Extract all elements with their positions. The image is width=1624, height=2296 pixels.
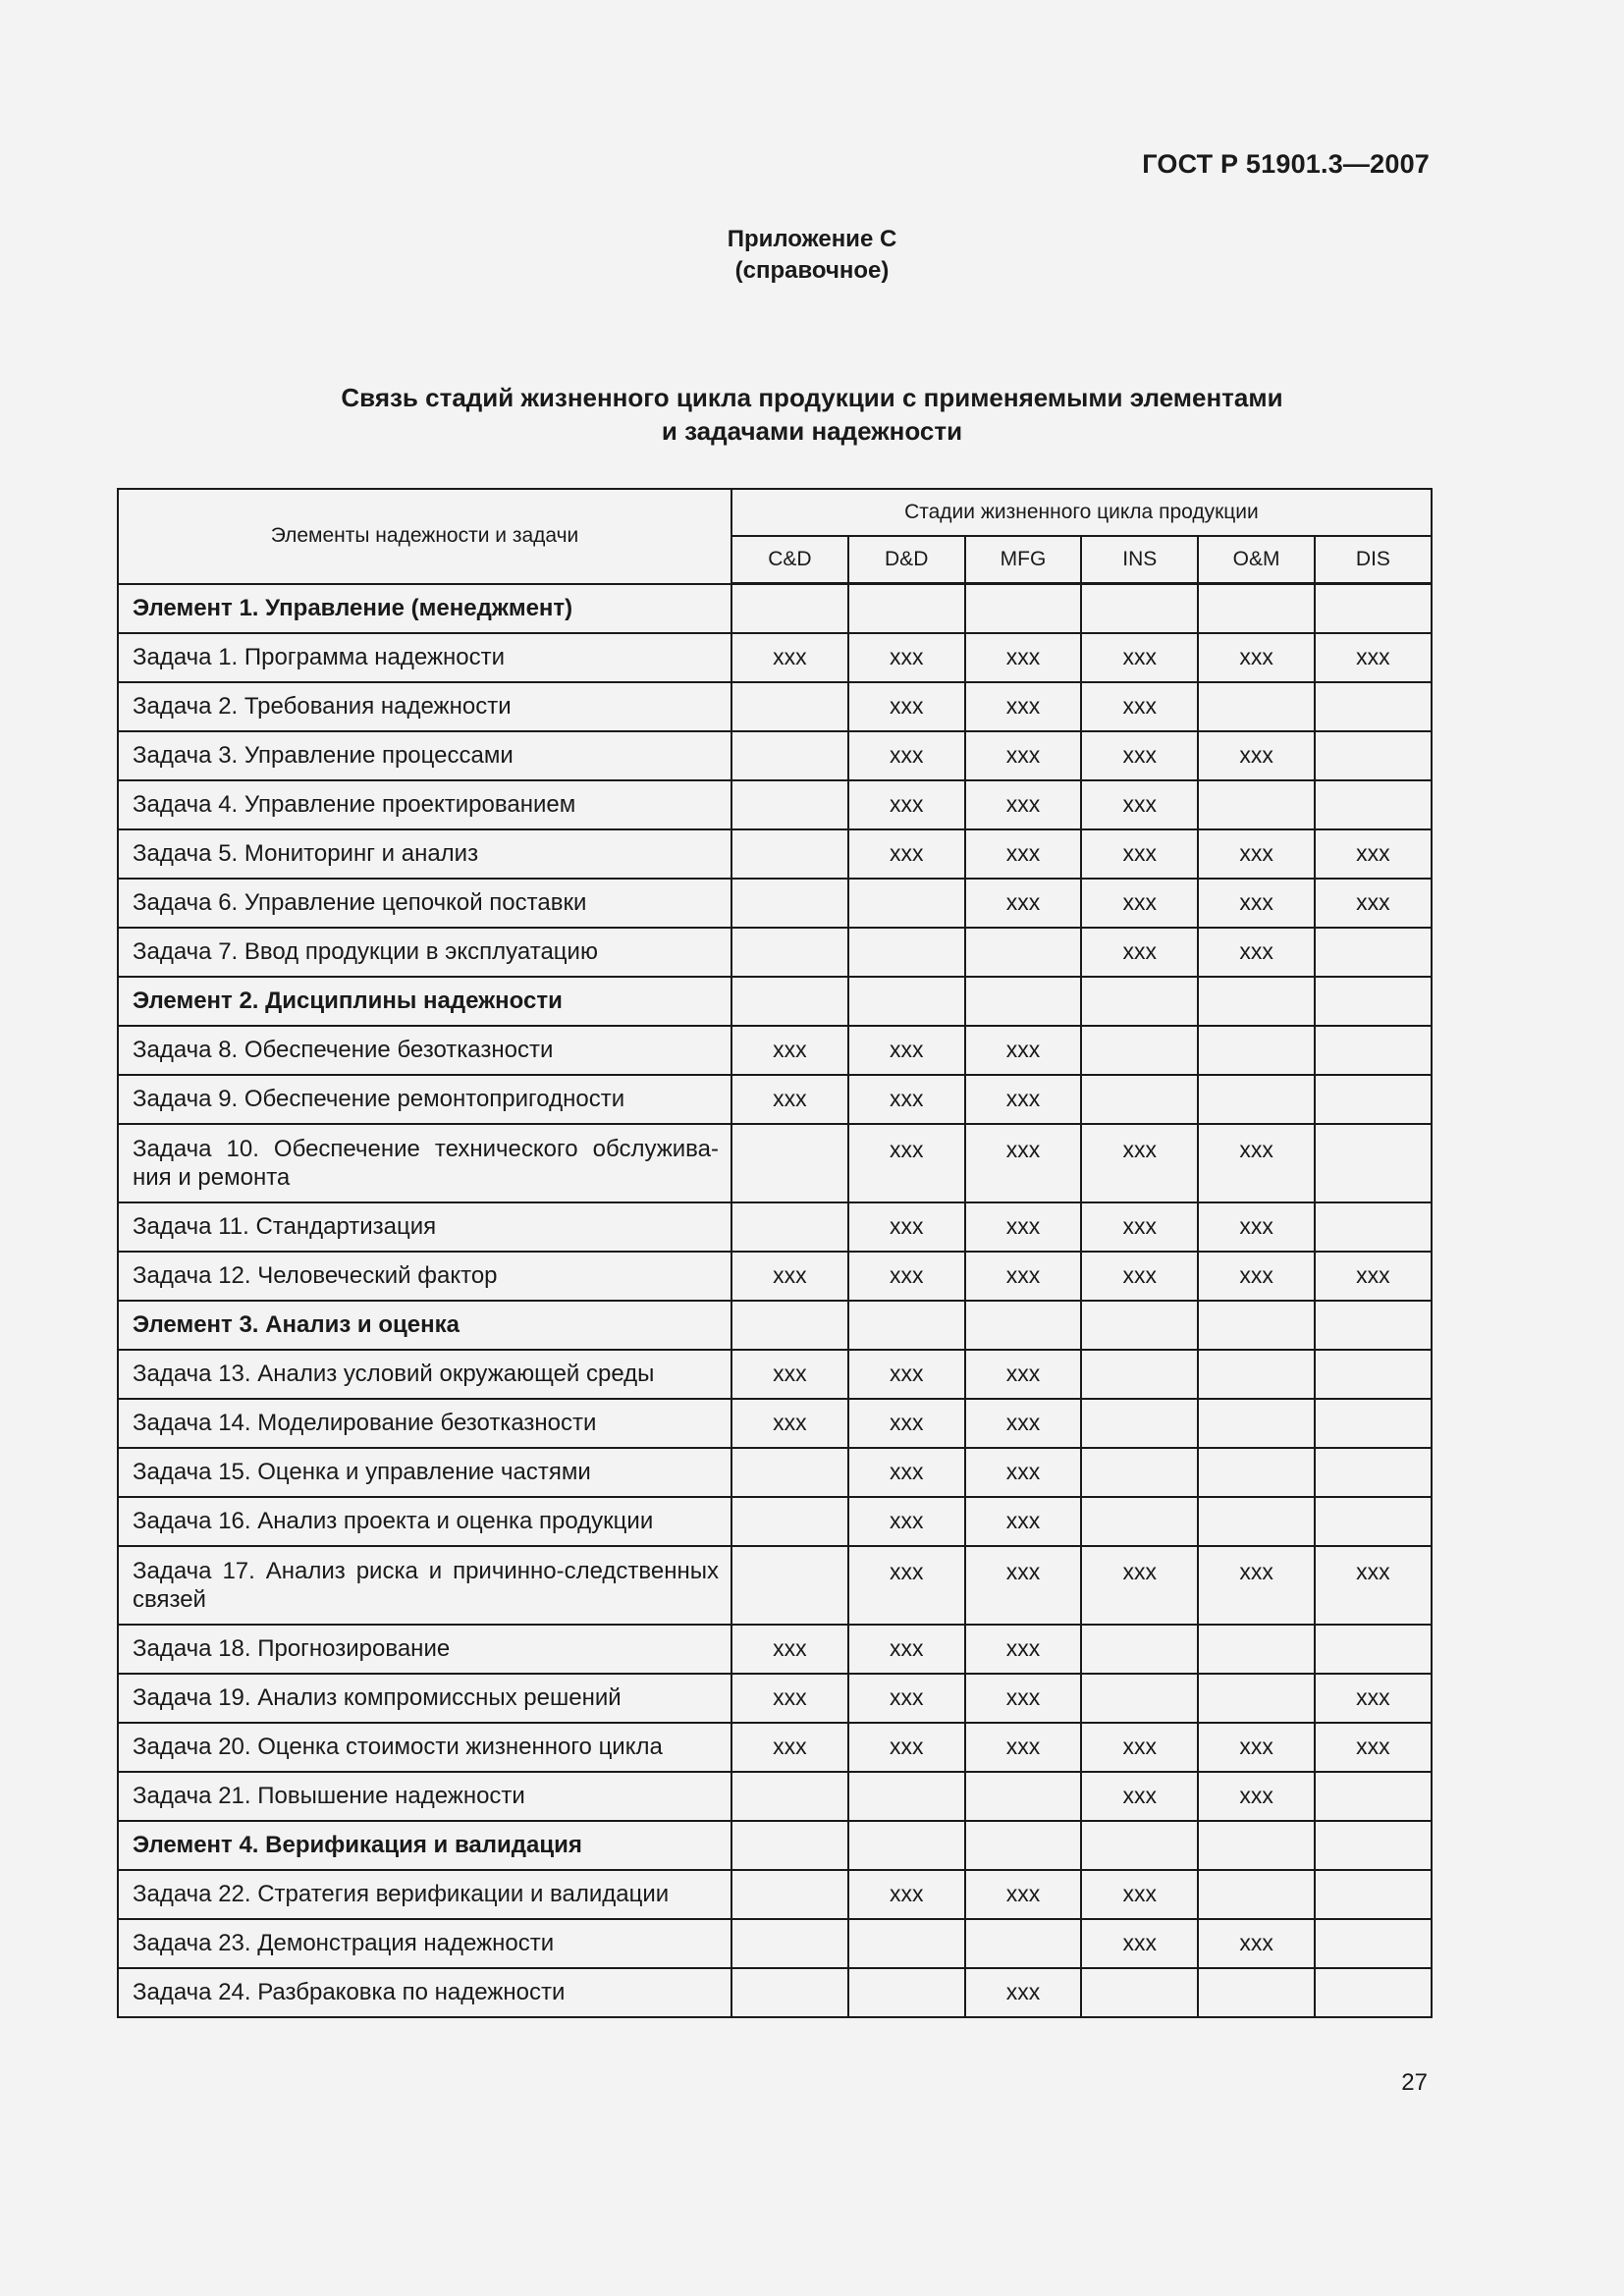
stage-mark-cell: ххх: [965, 879, 1082, 928]
stage-mark-cell: [1315, 1399, 1432, 1448]
stage-mark-cell: [1315, 584, 1432, 633]
stage-mark-cell: ххх: [1198, 633, 1315, 682]
stage-mark-cell: [1081, 1399, 1198, 1448]
stage-mark-cell: ххх: [965, 780, 1082, 829]
stage-mark-cell: [848, 1301, 965, 1350]
stage-mark-cell: [1198, 977, 1315, 1026]
stage-mark-cell: ххх: [1198, 829, 1315, 879]
stage-mark-cell: ххх: [731, 1075, 848, 1124]
task-label: Задача 12. Человеческий фактор: [133, 1262, 498, 1289]
table-row: [118, 1124, 1432, 1202]
stage-mark-cell: [731, 879, 848, 928]
stage-mark-cell: ххх: [965, 1546, 1082, 1625]
stage-mark-cell: [731, 928, 848, 977]
task-label: Задача 3. Управление процессами: [133, 742, 514, 769]
stage-mark-cell: [1081, 1821, 1198, 1870]
task-label: Задача 19. Анализ компромиссных решений: [133, 1684, 622, 1711]
task-name-cell: [118, 1124, 731, 1202]
stage-mark-cell: [1081, 1448, 1198, 1497]
stage-mark-cell: [1315, 1350, 1432, 1399]
task-name-cell: [118, 1075, 731, 1124]
task-name-cell: [118, 1919, 731, 1968]
task-name-cell: [118, 1252, 731, 1301]
stage-mark-cell: ххх: [1315, 879, 1432, 928]
stage-mark-cell: [1198, 1497, 1315, 1546]
header-stage-cd: C&D: [731, 536, 848, 584]
reliability-lifecycle-table: [117, 488, 1433, 2018]
task-name-cell: [118, 1674, 731, 1723]
stage-mark-cell: [965, 584, 1082, 633]
stage-mark-cell: [1198, 1399, 1315, 1448]
stage-mark-cell: ххх: [731, 1252, 848, 1301]
stage-mark-cell: [848, 1772, 965, 1821]
stage-mark-cell: [1315, 1821, 1432, 1870]
page-number: 27: [1401, 2069, 1428, 2096]
task-label: Задача 9. Обеспечение ремонтопригодности: [133, 1086, 625, 1112]
stage-mark-cell: ххх: [1198, 1252, 1315, 1301]
task-name-cell: [118, 829, 731, 879]
element-label: Элемент 2. Дисциплины надежности: [133, 988, 563, 1014]
standard-code: ГОСТ Р 51901.3—2007: [1142, 149, 1430, 179]
stage-mark-cell: ххх: [965, 1350, 1082, 1399]
element-name-cell: [118, 1821, 731, 1870]
task-label: Задача 8. Обеспечение безотказности: [133, 1037, 554, 1063]
stage-mark-cell: [731, 780, 848, 829]
stage-mark-cell: [1315, 1448, 1432, 1497]
element-name-cell: [118, 1301, 731, 1350]
task-label: Задача 18. Прогнозирование: [133, 1635, 451, 1662]
stage-mark-cell: [731, 1772, 848, 1821]
task-label: Задача 6. Управление цепочкой поставки: [133, 889, 587, 916]
stage-mark-cell: ххх: [1081, 1124, 1198, 1202]
stage-mark-cell: [731, 1448, 848, 1497]
table-row: [118, 780, 1432, 829]
stage-mark-cell: [965, 1772, 1082, 1821]
stage-mark-cell: ххх: [731, 1674, 848, 1723]
stage-mark-cell: ххх: [731, 633, 848, 682]
stage-mark-cell: ххх: [965, 1625, 1082, 1674]
task-name-cell: [118, 1350, 731, 1399]
stage-mark-cell: ххх: [965, 1124, 1082, 1202]
document-title: [0, 381, 1624, 448]
table-row: [118, 928, 1432, 977]
stage-mark-cell: [1315, 1497, 1432, 1546]
task-name-cell: [118, 1497, 731, 1546]
stage-mark-cell: ххх: [848, 1075, 965, 1124]
task-label: Задача 2. Требования надежности: [133, 693, 512, 720]
stage-mark-cell: ххх: [1315, 1674, 1432, 1723]
header-stage-mfg: MFG: [965, 536, 1082, 584]
table-row-element: [118, 1301, 1432, 1350]
stage-mark-cell: ххх: [731, 1625, 848, 1674]
stage-mark-cell: [1081, 1075, 1198, 1124]
task-label: Задача 1. Программа надежности: [133, 644, 506, 670]
stage-mark-cell: ххх: [848, 1124, 965, 1202]
stage-mark-cell: [1081, 1350, 1198, 1399]
element-name-cell: [118, 584, 731, 633]
stage-mark-cell: ххх: [965, 682, 1082, 731]
stage-mark-cell: [1081, 1625, 1198, 1674]
element-label: Элемент 4. Верификация и валидация: [133, 1832, 582, 1858]
stage-mark-cell: [1198, 1968, 1315, 2017]
task-label: Задача 5. Мониторинг и анализ: [133, 840, 479, 867]
stage-mark-cell: ххх: [731, 1723, 848, 1772]
document-title-line-1: Связь стадий жизненного цикла продукции с применяемыми элементами: [341, 383, 1283, 412]
stage-mark-cell: [1315, 928, 1432, 977]
stage-mark-cell: [1081, 1301, 1198, 1350]
table-row: [118, 1625, 1432, 1674]
task-label: Задача 21. Повышение надежности: [133, 1783, 525, 1809]
stage-mark-cell: [1198, 682, 1315, 731]
stage-mark-cell: ххх: [1081, 829, 1198, 879]
table-row-element: [118, 1821, 1432, 1870]
stage-mark-cell: ххх: [1081, 879, 1198, 928]
header-stage-ins: INS: [1081, 536, 1198, 584]
stage-mark-cell: [1315, 1124, 1432, 1202]
task-name-cell: [118, 1772, 731, 1821]
table-row: [118, 1546, 1432, 1625]
stage-mark-cell: [1315, 682, 1432, 731]
stage-mark-cell: [1315, 1026, 1432, 1075]
stage-mark-cell: ххх: [1315, 1252, 1432, 1301]
stage-mark-cell: [1081, 1674, 1198, 1723]
stage-mark-cell: [1198, 780, 1315, 829]
stage-mark-cell: ххх: [848, 682, 965, 731]
element-name-cell: [118, 977, 731, 1026]
table-row: [118, 682, 1432, 731]
stage-mark-cell: [1315, 977, 1432, 1026]
stage-mark-cell: ххх: [1081, 682, 1198, 731]
task-label: Задача 13. Анализ условий окружающей среды: [133, 1361, 655, 1387]
stage-mark-cell: [1315, 1202, 1432, 1252]
task-name-cell: [118, 1968, 731, 2017]
stage-mark-cell: [731, 1202, 848, 1252]
stage-mark-cell: ххх: [1081, 1723, 1198, 1772]
stage-mark-cell: ххх: [965, 1252, 1082, 1301]
stage-mark-cell: [1198, 1821, 1315, 1870]
table-row: [118, 1723, 1432, 1772]
stage-mark-cell: ххх: [1081, 731, 1198, 780]
stage-mark-cell: [731, 731, 848, 780]
stage-mark-cell: [731, 1546, 848, 1625]
stage-mark-cell: [731, 1301, 848, 1350]
appendix-heading: [0, 224, 1624, 287]
stage-mark-cell: [731, 1968, 848, 2017]
stage-mark-cell: [1198, 1075, 1315, 1124]
task-name-cell: [118, 1546, 731, 1625]
stage-mark-cell: [965, 1301, 1082, 1350]
table-row: [118, 1399, 1432, 1448]
stage-mark-cell: [965, 928, 1082, 977]
stage-mark-cell: [1081, 1026, 1198, 1075]
stage-mark-cell: [1315, 780, 1432, 829]
stage-mark-cell: ххх: [965, 731, 1082, 780]
stage-mark-cell: ххх: [848, 1870, 965, 1919]
task-label: Задача 14. Моделирование безотказности: [133, 1410, 597, 1436]
task-label: Задача 4. Управление проектированием: [133, 791, 576, 818]
stage-mark-cell: [1081, 977, 1198, 1026]
stage-mark-cell: [1315, 731, 1432, 780]
task-name-cell: [118, 879, 731, 928]
stage-mark-cell: [848, 584, 965, 633]
stage-mark-cell: ххх: [731, 1026, 848, 1075]
stage-mark-cell: ххх: [848, 1202, 965, 1252]
stage-mark-cell: [1315, 1075, 1432, 1124]
table-row: [118, 829, 1432, 879]
stage-mark-cell: ххх: [1198, 1723, 1315, 1772]
table-row: [118, 1497, 1432, 1546]
stage-mark-cell: [1081, 584, 1198, 633]
task-name-cell: [118, 731, 731, 780]
stage-mark-cell: ххх: [848, 633, 965, 682]
task-name-cell: [118, 1625, 731, 1674]
table-row: [118, 1252, 1432, 1301]
task-label: Задача 11. Стандартизация: [133, 1213, 437, 1240]
stage-mark-cell: ххх: [965, 1674, 1082, 1723]
stage-mark-cell: ххх: [848, 731, 965, 780]
table-row: [118, 1202, 1432, 1252]
appendix-label: Приложение С: [727, 226, 897, 252]
stage-mark-cell: [1315, 1301, 1432, 1350]
stage-mark-cell: [1198, 1674, 1315, 1723]
stage-mark-cell: ххх: [965, 1399, 1082, 1448]
stage-mark-cell: ххх: [848, 1546, 965, 1625]
stage-mark-cell: [1315, 1968, 1432, 2017]
stage-mark-cell: ххх: [1081, 1252, 1198, 1301]
task-label: Задача 20. Оценка стоимости жизненного цикла: [133, 1734, 663, 1760]
header-stage-dd: D&D: [848, 536, 965, 584]
stage-mark-cell: [848, 879, 965, 928]
stage-mark-cell: [1315, 1919, 1432, 1968]
stage-mark-cell: ххх: [848, 829, 965, 879]
stage-mark-cell: ххх: [965, 829, 1082, 879]
task-label: Задача 17. Анализ риска и причинно-следственных связей: [133, 1557, 719, 1613]
task-name-cell: [118, 1026, 731, 1075]
stage-mark-cell: [1198, 584, 1315, 633]
stage-mark-cell: ххх: [731, 1399, 848, 1448]
stage-mark-cell: ххх: [1081, 633, 1198, 682]
stage-mark-cell: ххх: [1081, 1870, 1198, 1919]
stage-mark-cell: [1198, 1350, 1315, 1399]
stage-mark-cell: ххх: [1315, 1546, 1432, 1625]
stage-mark-cell: ххх: [965, 1202, 1082, 1252]
table-row: [118, 633, 1432, 682]
task-label: Задача 24. Разбраковка по надежности: [133, 1979, 566, 2005]
stage-mark-cell: ххх: [1315, 633, 1432, 682]
stage-mark-cell: [731, 977, 848, 1026]
stage-mark-cell: [731, 584, 848, 633]
stage-mark-cell: ххх: [1198, 1772, 1315, 1821]
header-stage-om: O&M: [1198, 536, 1315, 584]
stage-mark-cell: [731, 1821, 848, 1870]
task-name-cell: [118, 1870, 731, 1919]
stage-mark-cell: ххх: [1198, 879, 1315, 928]
stage-mark-cell: ххх: [1198, 1124, 1315, 1202]
stage-mark-cell: ххх: [1081, 1772, 1198, 1821]
document-title-line-2: и задачами надежности: [661, 416, 963, 446]
stage-mark-cell: ххх: [965, 633, 1082, 682]
table-row: [118, 1674, 1432, 1723]
stage-mark-cell: ххх: [1081, 1202, 1198, 1252]
stage-mark-cell: [1315, 1870, 1432, 1919]
header-elements-and-tasks: Элементы надежности и задачи: [118, 489, 731, 584]
stage-mark-cell: [1198, 1625, 1315, 1674]
stage-mark-cell: ххх: [848, 1674, 965, 1723]
stage-mark-cell: ххх: [848, 1026, 965, 1075]
stage-mark-cell: [731, 1497, 848, 1546]
task-label: Задача 10. Обеспечение технического обслужива-ния и ремонта: [133, 1135, 719, 1191]
stage-mark-cell: [1081, 1497, 1198, 1546]
table-row: [118, 1968, 1432, 2017]
table-row: [118, 1919, 1432, 1968]
stage-mark-cell: [1198, 1448, 1315, 1497]
table-row: [118, 1026, 1432, 1075]
header-stage-dis: DIS: [1315, 536, 1432, 584]
stage-mark-cell: ххх: [1315, 829, 1432, 879]
stage-mark-cell: [1198, 1870, 1315, 1919]
task-name-cell: [118, 633, 731, 682]
stage-mark-cell: ххх: [1198, 1919, 1315, 1968]
table-row: [118, 1075, 1432, 1124]
stage-mark-cell: ххх: [848, 1723, 965, 1772]
stage-mark-cell: [1198, 1026, 1315, 1075]
stage-mark-cell: [848, 928, 965, 977]
stage-mark-cell: [1315, 1772, 1432, 1821]
task-name-cell: [118, 1448, 731, 1497]
task-label: Задача 22. Стратегия верификации и валидации: [133, 1881, 670, 1907]
task-label: Задача 16. Анализ проекта и оценка продукции: [133, 1508, 654, 1534]
stage-mark-cell: ххх: [1081, 1546, 1198, 1625]
stage-mark-cell: ххх: [965, 1448, 1082, 1497]
table-row: [118, 1772, 1432, 1821]
stage-mark-cell: ххх: [848, 1625, 965, 1674]
element-label: Элемент 1. Управление (менеджмент): [133, 595, 573, 621]
stage-mark-cell: ххх: [965, 1075, 1082, 1124]
stage-mark-cell: ххх: [848, 1252, 965, 1301]
header-lifecycle-stages: Стадии жизненного цикла продукции: [731, 489, 1432, 536]
stage-mark-cell: ххх: [1081, 928, 1198, 977]
stage-mark-cell: ххх: [965, 1026, 1082, 1075]
stage-mark-cell: ххх: [848, 1350, 965, 1399]
element-label: Элемент 3. Анализ и оценка: [133, 1311, 460, 1338]
stage-mark-cell: ххх: [1081, 1919, 1198, 1968]
stage-mark-cell: [1315, 1625, 1432, 1674]
stage-mark-cell: [731, 1870, 848, 1919]
table-row: [118, 1448, 1432, 1497]
stage-mark-cell: ххх: [1081, 780, 1198, 829]
table-header: [118, 489, 1432, 584]
stage-mark-cell: ххх: [731, 1350, 848, 1399]
task-name-cell: [118, 928, 731, 977]
stage-mark-cell: [731, 1919, 848, 1968]
stage-mark-cell: ххх: [1198, 928, 1315, 977]
stage-mark-cell: [1081, 1968, 1198, 2017]
stage-mark-cell: [731, 829, 848, 879]
task-name-cell: [118, 780, 731, 829]
task-label: Задача 23. Демонстрация надежности: [133, 1930, 555, 1956]
table-body: [118, 584, 1432, 2017]
stage-mark-cell: [965, 1821, 1082, 1870]
task-name-cell: [118, 1399, 731, 1448]
stage-mark-cell: [731, 682, 848, 731]
stage-mark-cell: ххх: [848, 1448, 965, 1497]
stage-mark-cell: ххх: [1315, 1723, 1432, 1772]
stage-mark-cell: ххх: [965, 1870, 1082, 1919]
task-label: Задача 7. Ввод продукции в эксплуатацию: [133, 938, 598, 965]
table-row: [118, 1350, 1432, 1399]
stage-mark-cell: ххх: [965, 1968, 1082, 2017]
table-row: [118, 879, 1432, 928]
stage-mark-cell: [848, 1919, 965, 1968]
stage-mark-cell: ххх: [965, 1723, 1082, 1772]
stage-mark-cell: ххх: [1198, 1546, 1315, 1625]
table-row: [118, 731, 1432, 780]
appendix-status: (справочное): [734, 257, 890, 284]
task-name-cell: [118, 1723, 731, 1772]
task-name-cell: [118, 1202, 731, 1252]
stage-mark-cell: ххх: [848, 1497, 965, 1546]
stage-mark-cell: ххх: [1198, 731, 1315, 780]
stage-mark-cell: ххх: [1198, 1202, 1315, 1252]
stage-mark-cell: [1198, 1301, 1315, 1350]
stage-mark-cell: ххх: [965, 1497, 1082, 1546]
table-row-element: [118, 977, 1432, 1026]
stage-mark-cell: [731, 1124, 848, 1202]
table-row: [118, 1870, 1432, 1919]
stage-mark-cell: [848, 1968, 965, 2017]
stage-mark-cell: ххх: [848, 780, 965, 829]
stage-mark-cell: [848, 977, 965, 1026]
stage-mark-cell: [965, 1919, 1082, 1968]
stage-mark-cell: [965, 977, 1082, 1026]
stage-mark-cell: ххх: [848, 1399, 965, 1448]
stage-mark-cell: [848, 1821, 965, 1870]
task-name-cell: [118, 682, 731, 731]
table-row-element: [118, 584, 1432, 633]
task-label: Задача 15. Оценка и управление частями: [133, 1459, 591, 1485]
